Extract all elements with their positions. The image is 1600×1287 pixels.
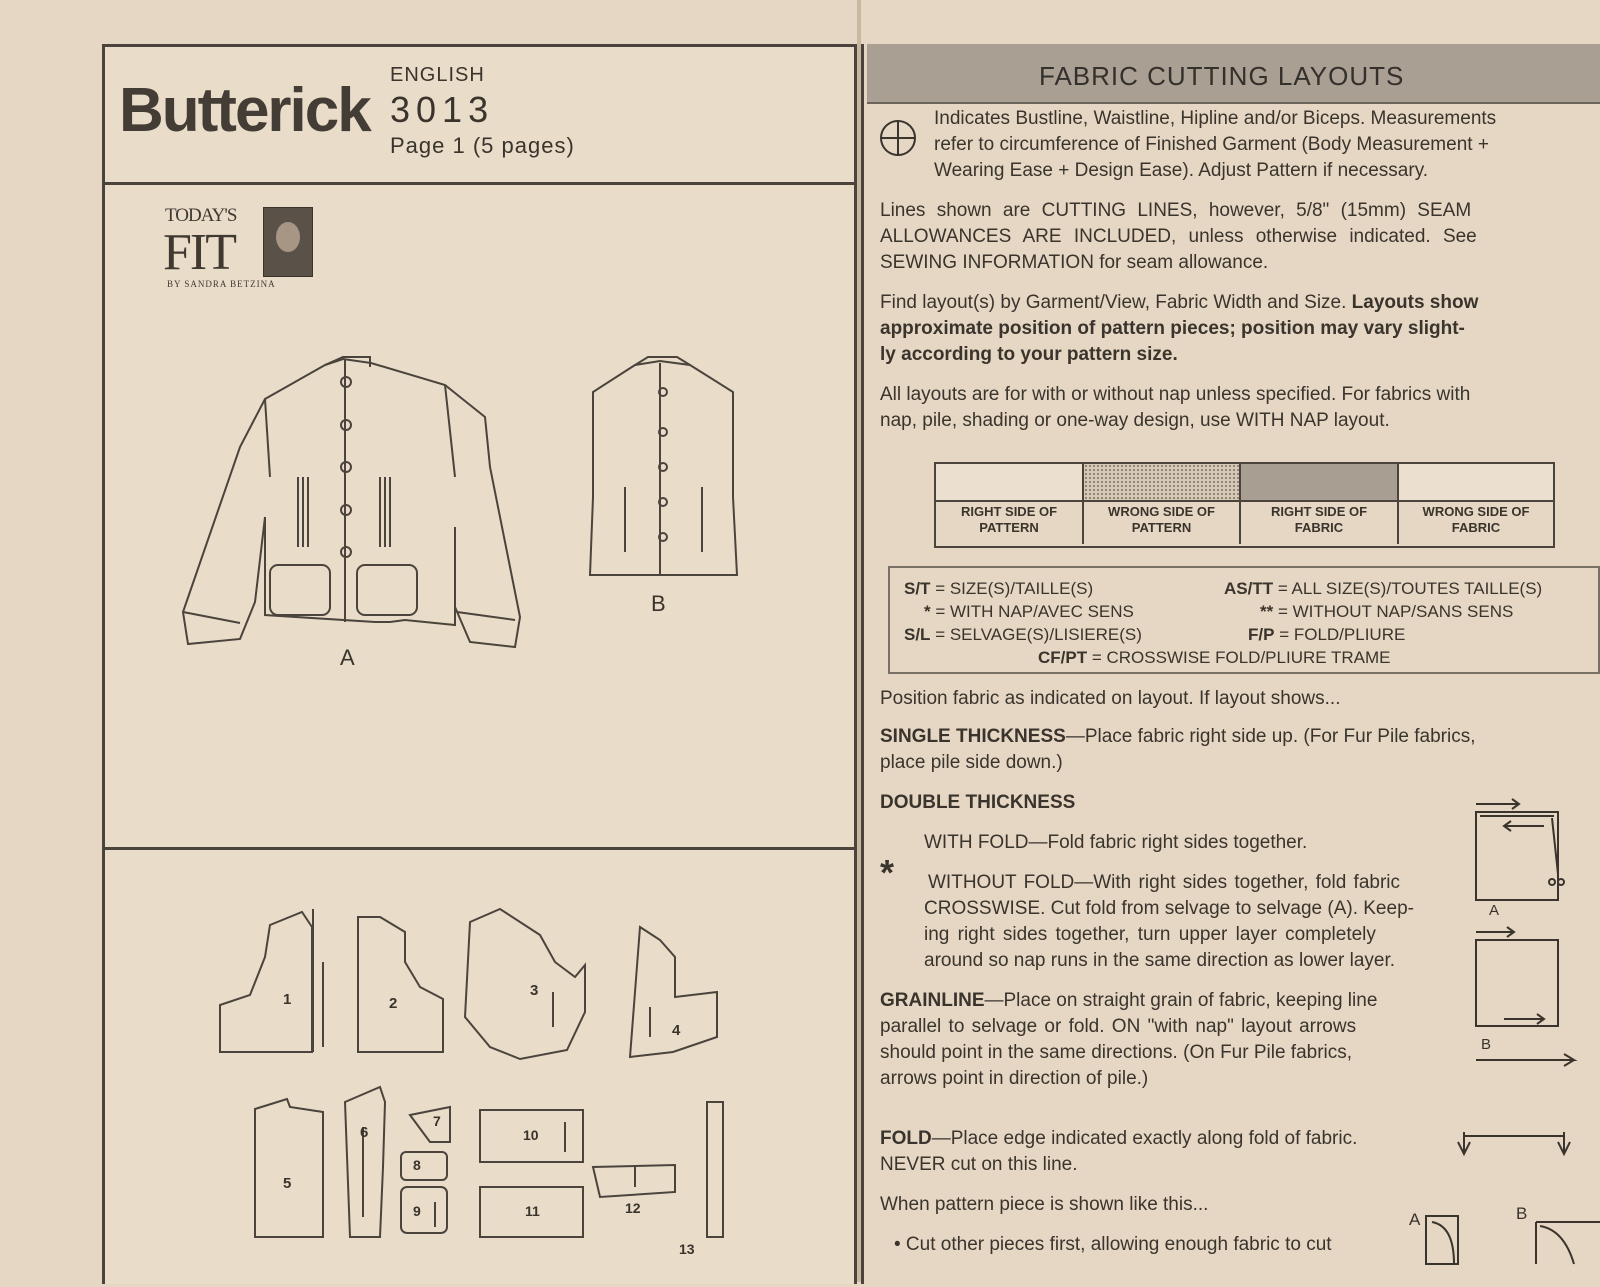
measurement-note-line1: Indicates Bustline, Waistline, Hipline and/or Biceps. Measurements bbox=[934, 108, 1497, 129]
fold-line2: NEVER cut on this line. bbox=[880, 1154, 1078, 1175]
piece-1: 1 bbox=[283, 991, 292, 1008]
without-fold-line1: WITHOUT FOLD—With right sides together, fold fabric bbox=[928, 872, 1401, 893]
when-pattern-note: When pattern piece is shown like this... bbox=[880, 1194, 1209, 1215]
single-thickness-line2: place pile side down.) bbox=[880, 752, 1063, 773]
brand-logo: Butterick bbox=[119, 76, 370, 145]
view-b-label: B bbox=[651, 591, 666, 616]
language-label: ENGLISH bbox=[390, 64, 485, 86]
page-info: Page 1 (5 pages) bbox=[390, 133, 575, 158]
legend-right-side-pattern: RIGHT SIDE OF PATTERN bbox=[936, 464, 1084, 544]
piece-6: 6 bbox=[360, 1124, 369, 1141]
piece-13: 13 bbox=[679, 1241, 695, 1257]
grainline-line3: should point in the same directions. (On Fur Pile fabrics, bbox=[880, 1042, 1353, 1063]
fold-diagrams bbox=[864, 44, 1600, 1284]
abbr-with-nap: * = WITH NAP/AVEC SENS bbox=[924, 602, 1134, 621]
asterisk-icon: * bbox=[880, 852, 895, 893]
abbr-all-sizes: AS/TT = ALL SIZE(S)/TOUTES TAILLE(S) bbox=[1224, 579, 1543, 598]
section-title: FABRIC CUTTING LAYOUTS bbox=[1039, 61, 1405, 91]
pattern-pieces-diagram bbox=[105, 47, 860, 1287]
find-layout-line3: ly according to your pattern size. bbox=[880, 344, 1178, 365]
nap-note-line2: nap, pile, shading or one-way design, use WITH NAP layout. bbox=[880, 410, 1390, 431]
right-panel bbox=[861, 44, 1600, 1284]
logo-fit: FIT bbox=[163, 224, 235, 281]
piece-7: 7 bbox=[433, 1113, 441, 1129]
logo-todays: TODAY'S bbox=[165, 205, 237, 226]
grainline-line2: parallel to selvage or fold. ON "with nap" layout arrows bbox=[880, 1016, 1357, 1037]
legend-wrong-side-pattern: WRONG SIDE OF PATTERN bbox=[1084, 464, 1241, 544]
find-layout-line2: approximate position of pattern pieces; position may vary slight- bbox=[880, 318, 1465, 339]
piece-4: 4 bbox=[672, 1022, 681, 1039]
abbr-crosswise-fold: CF/PT = CROSSWISE FOLD/PLIURE TRAME bbox=[1038, 648, 1391, 667]
find-layout-regular: Find layout(s) by Garment/View, Fabric Width and Size. bbox=[880, 292, 1347, 313]
position-fabric-note: Position fabric as indicated on layout. If layout shows... bbox=[880, 688, 1341, 709]
without-fold-line4: around so nap runs in the same direction as lower layer. bbox=[924, 950, 1396, 971]
single-thickness-line1: SINGLE THICKNESS—Place fabric right side up. (For Fur Pile fabrics, bbox=[880, 726, 1476, 747]
legend-right-side-fabric: RIGHT SIDE OF FABRIC bbox=[1241, 464, 1399, 544]
diagram-label-b2: B bbox=[1516, 1204, 1528, 1223]
piece-5: 5 bbox=[283, 1175, 292, 1192]
diagram-label-a: A bbox=[1489, 902, 1500, 919]
diagram-label-a2: A bbox=[1409, 1210, 1421, 1229]
view-a-label: A bbox=[340, 645, 355, 670]
piece-8: 8 bbox=[413, 1157, 421, 1173]
fold-line1: FOLD—Place edge indicated exactly along fold of fabric. bbox=[880, 1128, 1358, 1149]
legend-wrong-side-fabric: WRONG SIDE OF FABRIC bbox=[1399, 464, 1553, 544]
measurement-note-line2: refer to circumference of Finished Garment (Body Measurement + bbox=[934, 134, 1489, 155]
grainline-line1: GRAINLINE—Place on straight grain of fabric, keeping line bbox=[880, 990, 1378, 1011]
cutting-lines-line1: Lines shown are CUTTING LINES, however, 5/8" (15mm) SEAM bbox=[880, 200, 1472, 221]
diagram-label-b: B bbox=[1481, 1036, 1492, 1053]
pattern-number: 3013 bbox=[390, 89, 495, 130]
without-fold-line2: CROSSWISE. Cut fold from selvage to selvage (A). Keep- bbox=[924, 898, 1414, 919]
piece-11: 11 bbox=[525, 1203, 540, 1219]
find-layout-bold: Layouts show bbox=[1351, 292, 1479, 313]
abbr-fold: F/P = FOLD/PLIURE bbox=[1248, 625, 1406, 644]
abbr-selvage: S/L = SELVAGE(S)/LISIERE(S) bbox=[904, 625, 1142, 644]
piece-9: 9 bbox=[413, 1203, 421, 1219]
abbr-without-nap: ** = WITHOUT NAP/SANS SENS bbox=[1260, 602, 1514, 621]
piece-2: 2 bbox=[389, 995, 398, 1012]
double-thickness-heading: DOUBLE THICKNESS bbox=[880, 792, 1076, 813]
measurement-note-line3: Wearing Ease + Design Ease). Adjust Pattern if necessary. bbox=[934, 160, 1429, 181]
cut-other-pieces-note: • Cut other pieces first, allowing enough fabric to cut bbox=[894, 1234, 1332, 1255]
nap-note-line1: All layouts are for with or without nap unless specified. For fabrics with bbox=[880, 384, 1471, 405]
cutting-lines-line3: SEWING INFORMATION for seam allowance. bbox=[880, 252, 1269, 273]
piece-3: 3 bbox=[530, 982, 539, 999]
without-fold-line3: ing right sides together, turn upper layer completely bbox=[924, 924, 1376, 945]
cutting-lines-line2: ALLOWANCES ARE INCLUDED, unless otherwise indicated. See bbox=[880, 226, 1477, 247]
abbr-size: S/T = SIZE(S)/TAILLE(S) bbox=[904, 579, 1094, 598]
piece-12: 12 bbox=[625, 1200, 641, 1216]
logo-byline: BY SANDRA BETZINA bbox=[167, 279, 276, 289]
grainline-line4: arrows point in direction of pile.) bbox=[880, 1068, 1149, 1089]
with-fold-line: WITH FOLD—Fold fabric right sides together. bbox=[924, 832, 1308, 853]
left-panel bbox=[102, 44, 857, 1284]
piece-10: 10 bbox=[523, 1127, 539, 1143]
